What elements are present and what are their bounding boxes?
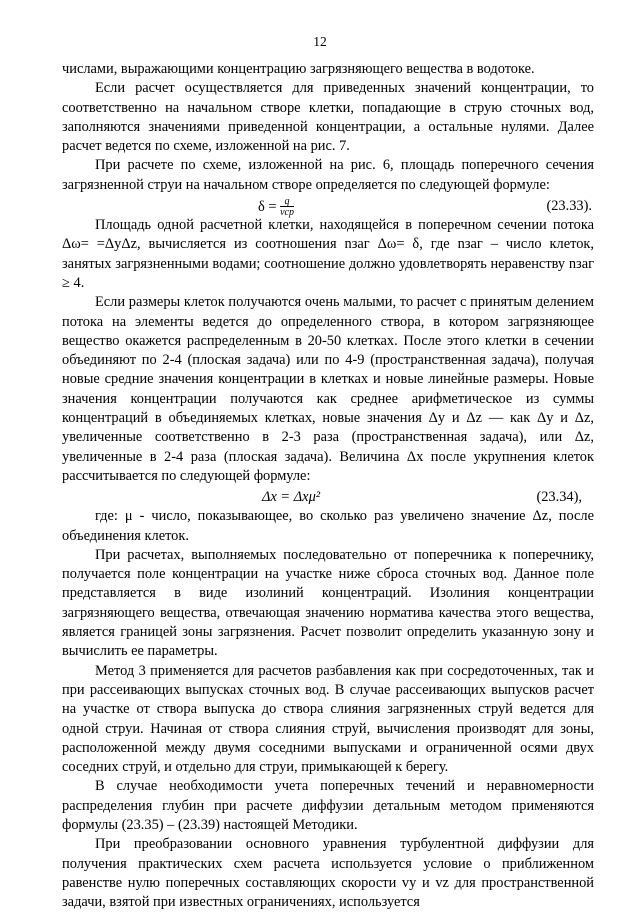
paragraph-6: где: μ - число, показывающее, во сколько раз увеличено значение Δz, после объединения клеток.: [62, 508, 594, 544]
paragraph-8: Метод 3 применяется для расчетов разбавления как при сосредоточенных, так и при рассеивающих выпусках сточных вод. В случае рассеивающих выпусков расчет на участке от створа выпуска до створа слияния загрязненных струй ведется для одной струи. Начиная от створа слияния струй, вычисления производят для зоны, расположенной между двумя соседними выпусками и ограниченной осями двух соседних струй, и отдельно для струи, примыкающей к берегу.: [62, 662, 594, 776]
formula-23-33-fraction: [280, 197, 294, 218]
paragraph-10: При преобразовании основного уравнения турбулентной диффузии для получения практических схем расчета используется условие о приближенном равенстве нулю поперечных составляющих скорости vy и vz для пространственной задачи, взятой при известных ограничениях, используется: [62, 836, 594, 911]
paragraph-9: В случае необходимости учета поперечных течений и неравномерности распределения глубин при расчете диффузии детальным методом применяются формулы (23.35) – (23.39) настоящей Методики.: [62, 778, 594, 833]
paragraph-5: Если размеры клеток получаются очень малыми, то расчет с принятым делением потока на элементы ведется до определенного створа, в котором загрязняющее вещество окажется распределенным в 20-50 клетках. После этого клетки в сечении объединяют по 2-4 (плоская задача) или по 4-9 (пространственная задача), получая новые средние значения концентрации в клетках и новые линейные размеры. Новые значения концентрации получаются как среднее арифметическое из суммы концентраций в объединяемых клетках, новые значения Δy и Δz — как Δy и Δz, увеличенные соответственно в 2-3 раза (пространственная задача), или Δz, увеличенные в 2-4 раза (плоская задача). Величина Δx после укрупнения клеток рассчитывается по следующей формуле:: [62, 294, 594, 484]
paragraph-3: При расчете по схеме, изложенной на рис. 6, площадь поперечного сечения загрязненной струи на начальном створе определяется по следующей формуле:: [62, 157, 594, 193]
paragraph-1: числами, выражающими концентрацию загрязняющего вещества в водотоке.: [62, 61, 535, 77]
formula-23-33: [62, 195, 594, 219]
formula-23-34-expression: Δx = Δxμ²: [262, 489, 321, 506]
formula-23-33-denominator: vср: [280, 207, 294, 219]
formula-23-33-number: (23.33).: [546, 198, 592, 215]
formula-23-33-numerator: q: [280, 197, 294, 207]
page-number: 12: [313, 34, 327, 49]
formula-23-34-number: (23.34),: [536, 489, 582, 506]
paragraph-4: Площадь одной расчетной клетки, находящейся в поперечном сечении потока Δω= =ΔyΔz, вычисляется из соотношения nзаг Δω= δ, где nзаг – число клеток, занятых загрязненными водами; соотношение должно удовлетворять неравенству nзаг ≥ 4.: [62, 217, 594, 291]
paragraph-7: При расчетах, выполняемых последовательно от поперечника к поперечнику, получается поле концентрации на участке ниже сброса сточных вод. Данное поле представляется в виде изолиний концентраций. Изолиния концентрации загрязняющего вещества, отвечающая значению норматива качества этого вещества, является границей зоны загрязнения. Расчет позволит определить указанную зону и вычислить ее параметры.: [62, 546, 594, 660]
formula-23-33-lhs: δ =: [258, 198, 277, 215]
formula-23-33-expression: [258, 197, 294, 218]
page-body: [62, 60, 594, 912]
formula-23-34: [62, 486, 594, 507]
paragraph-2: Если расчет осуществляется для приведенных значений концентрации, то соответственно на начальном створе клетки, попадающие в струю сточных вод, заполняются значениями приведенной концентрации, а остальные нулями. Далее расчет ведется по схеме, изложенной на рис. 7.: [62, 80, 594, 155]
